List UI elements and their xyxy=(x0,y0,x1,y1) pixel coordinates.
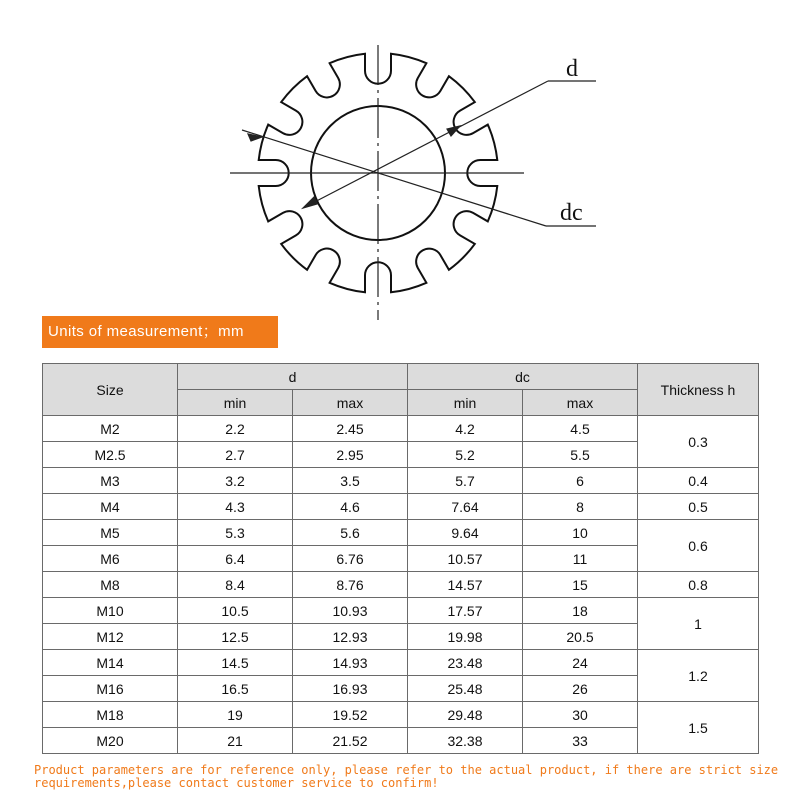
cell-d-max: 5.6 xyxy=(293,520,408,546)
header-d-max: max xyxy=(293,390,408,416)
cell-d-min: 2.7 xyxy=(178,442,293,468)
table-row xyxy=(43,650,759,676)
cell-thickness: 1 xyxy=(638,598,759,650)
cell-d-max: 2.95 xyxy=(293,442,408,468)
cell-d-max: 12.93 xyxy=(293,624,408,650)
cell-thickness: 1.5 xyxy=(638,702,759,754)
cell-size: M12 xyxy=(43,624,178,650)
cell-size: M4 xyxy=(43,494,178,520)
cell-size: M14 xyxy=(43,650,178,676)
cell-dc-min: 17.57 xyxy=(408,598,523,624)
cell-d-max: 10.93 xyxy=(293,598,408,624)
cell-d-min: 12.5 xyxy=(178,624,293,650)
cell-d-max: 4.6 xyxy=(293,494,408,520)
cell-dc-min: 5.7 xyxy=(408,468,523,494)
dimension-label-dc: dc xyxy=(560,200,583,226)
cell-thickness: 0.8 xyxy=(638,572,759,598)
cell-d-max: 16.93 xyxy=(293,676,408,702)
header-dc-max: max xyxy=(523,390,638,416)
cell-d-min: 10.5 xyxy=(178,598,293,624)
cell-d-max: 8.76 xyxy=(293,572,408,598)
cell-dc-min: 14.57 xyxy=(408,572,523,598)
cell-thickness: 0.4 xyxy=(638,468,759,494)
header-d: d xyxy=(178,364,408,390)
cell-size: M2.5 xyxy=(43,442,178,468)
cell-dc-max: 10 xyxy=(523,520,638,546)
cell-dc-max: 8 xyxy=(523,494,638,520)
cell-d-max: 21.52 xyxy=(293,728,408,754)
table-row xyxy=(43,494,759,520)
cell-dc-min: 9.64 xyxy=(408,520,523,546)
footer-note: Product parameters are for reference only, please refer to the actual product, if there are strict size requirements,please contact customer service to confirm! xyxy=(34,763,779,790)
cell-dc-max: 33 xyxy=(523,728,638,754)
cell-dc-max: 15 xyxy=(523,572,638,598)
cell-size: M6 xyxy=(43,546,178,572)
washer-spec-table xyxy=(42,363,759,754)
header-dc-min: min xyxy=(408,390,523,416)
cell-d-min: 4.3 xyxy=(178,494,293,520)
cell-dc-min: 29.48 xyxy=(408,702,523,728)
cell-d-max: 14.93 xyxy=(293,650,408,676)
header-d-min: min xyxy=(178,390,293,416)
cell-dc-max: 26 xyxy=(523,676,638,702)
cell-dc-max: 30 xyxy=(523,702,638,728)
cell-d-min: 2.2 xyxy=(178,416,293,442)
cell-d-max: 3.5 xyxy=(293,468,408,494)
table-row xyxy=(43,598,759,624)
table-row xyxy=(43,702,759,728)
dimension-label-d: d xyxy=(566,56,578,82)
cell-dc-max: 5.5 xyxy=(523,442,638,468)
header-thickness: Thickness h xyxy=(638,364,759,416)
cell-d-min: 21 xyxy=(178,728,293,754)
washer-drawing xyxy=(0,0,800,330)
cell-dc-max: 6 xyxy=(523,468,638,494)
cell-d-min: 19 xyxy=(178,702,293,728)
cell-size: M3 xyxy=(43,468,178,494)
cell-d-min: 3.2 xyxy=(178,468,293,494)
table-header xyxy=(43,364,759,416)
cell-dc-min: 32.38 xyxy=(408,728,523,754)
cell-thickness: 1.2 xyxy=(638,650,759,702)
header-dc: dc xyxy=(408,364,638,390)
table-row xyxy=(43,572,759,598)
cell-d-min: 5.3 xyxy=(178,520,293,546)
cell-dc-max: 24 xyxy=(523,650,638,676)
cell-dc-max: 11 xyxy=(523,546,638,572)
cell-size: M8 xyxy=(43,572,178,598)
cell-d-min: 6.4 xyxy=(178,546,293,572)
cell-dc-max: 4.5 xyxy=(523,416,638,442)
cell-size: M2 xyxy=(43,416,178,442)
cell-size: M20 xyxy=(43,728,178,754)
cell-size: M16 xyxy=(43,676,178,702)
cell-thickness: 0.3 xyxy=(638,416,759,468)
units-banner: Units of measurement；mm xyxy=(42,316,278,348)
table-row xyxy=(43,416,759,442)
table-row xyxy=(43,468,759,494)
cell-thickness: 0.6 xyxy=(638,520,759,572)
cell-d-min: 8.4 xyxy=(178,572,293,598)
cell-dc-min: 25.48 xyxy=(408,676,523,702)
cell-d-min: 16.5 xyxy=(178,676,293,702)
cell-dc-min: 19.98 xyxy=(408,624,523,650)
cell-size: M18 xyxy=(43,702,178,728)
cell-dc-max: 18 xyxy=(523,598,638,624)
cell-d-max: 6.76 xyxy=(293,546,408,572)
cell-size: M10 xyxy=(43,598,178,624)
cell-dc-min: 5.2 xyxy=(408,442,523,468)
cell-d-min: 14.5 xyxy=(178,650,293,676)
cell-d-max: 2.45 xyxy=(293,416,408,442)
cell-d-max: 19.52 xyxy=(293,702,408,728)
cell-dc-min: 10.57 xyxy=(408,546,523,572)
cell-size: M5 xyxy=(43,520,178,546)
center-lines xyxy=(230,45,524,320)
header-size: Size xyxy=(43,364,178,416)
cell-dc-min: 7.64 xyxy=(408,494,523,520)
cell-dc-min: 4.2 xyxy=(408,416,523,442)
cell-dc-min: 23.48 xyxy=(408,650,523,676)
cell-thickness: 0.5 xyxy=(638,494,759,520)
table-body xyxy=(43,416,759,754)
table-row xyxy=(43,520,759,546)
dimension-d-leader xyxy=(303,81,596,208)
cell-dc-max: 20.5 xyxy=(523,624,638,650)
